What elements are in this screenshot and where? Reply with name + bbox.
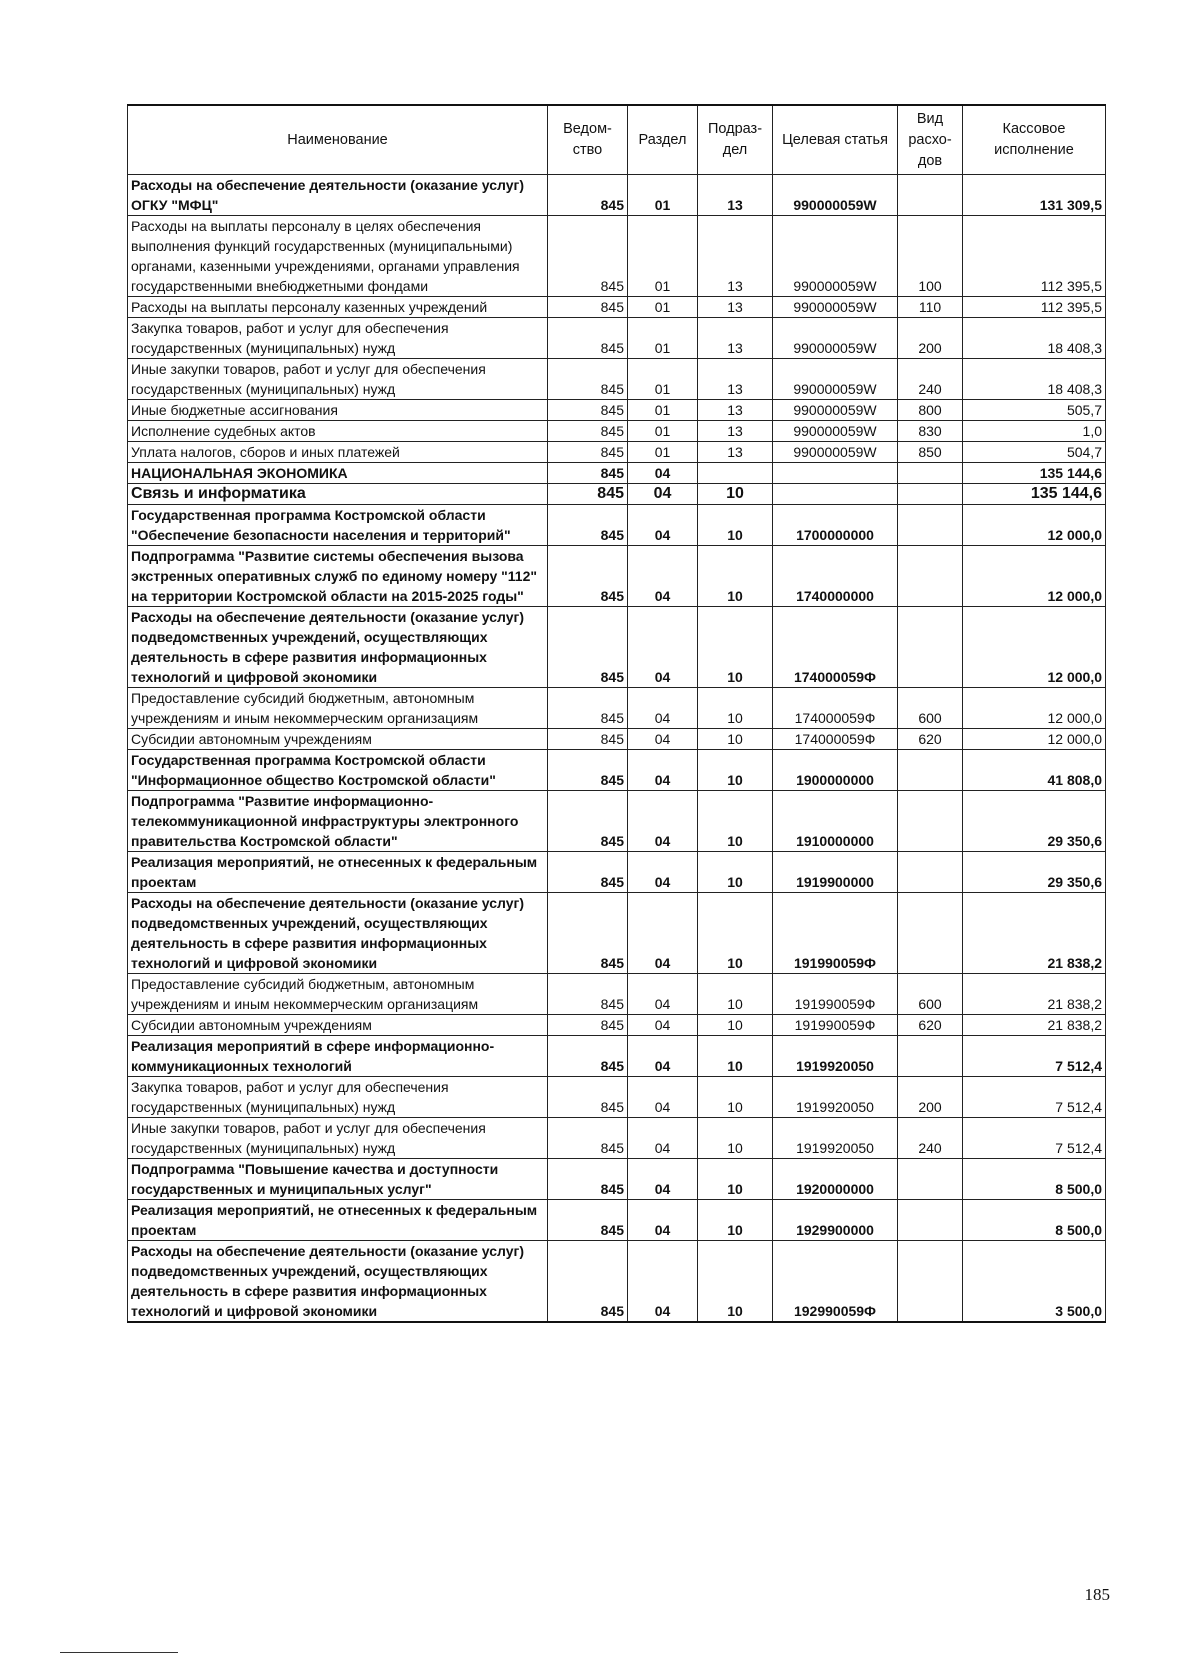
cell-name: Расходы на обеспечение деятельности (оказание услуг) ОГКУ "МФЦ" [128, 175, 548, 216]
cell-podrazdel [698, 463, 773, 484]
cell-vedom: 845 [548, 688, 628, 729]
cell-amount: 7 512,4 [963, 1036, 1106, 1077]
cell-podrazdel: 10 [698, 1200, 773, 1241]
cell-vid [898, 791, 963, 852]
cell-amount: 505,7 [963, 400, 1106, 421]
header-razdel: Раздел [628, 105, 698, 175]
cell-razdel: 04 [628, 1159, 698, 1200]
cell-podrazdel: 10 [698, 791, 773, 852]
cell-vedom: 845 [548, 1015, 628, 1036]
cell-vid: 600 [898, 688, 963, 729]
cell-name: Подпрограмма "Повышение качества и доступности государственных и муниципальных услуг" [128, 1159, 548, 1200]
cell-amount: 12 000,0 [963, 546, 1106, 607]
cell-vedom: 845 [548, 729, 628, 750]
header-vid: Вид расхо-дов [898, 105, 963, 175]
cell-vid [898, 852, 963, 893]
cell-celevaya: 990000059W [773, 297, 898, 318]
cell-podrazdel: 10 [698, 484, 773, 505]
cell-razdel: 04 [628, 505, 698, 546]
cell-name: Субсидии автономным учреждениям [128, 729, 548, 750]
cell-vedom: 845 [548, 400, 628, 421]
cell-vid [898, 893, 963, 974]
cell-celevaya: 1919920050 [773, 1036, 898, 1077]
cell-vid: 100 [898, 216, 963, 297]
cell-vid [898, 750, 963, 791]
table-row [128, 1015, 1106, 1036]
cell-vedom: 845 [548, 359, 628, 400]
cell-celevaya: 1929900000 [773, 1200, 898, 1241]
table-row [128, 893, 1106, 974]
cell-name: Субсидии автономным учреждениям [128, 1015, 548, 1036]
table-header-row [128, 105, 1106, 175]
cell-amount: 135 144,6 [963, 484, 1106, 505]
cell-celevaya: 174000059Ф [773, 688, 898, 729]
budget-table [127, 104, 1106, 1323]
cell-razdel: 04 [628, 607, 698, 688]
cell-celevaya: 990000059W [773, 359, 898, 400]
cell-vedom: 845 [548, 546, 628, 607]
cell-podrazdel: 10 [698, 1159, 773, 1200]
cell-razdel: 01 [628, 400, 698, 421]
cell-celevaya: 174000059Ф [773, 729, 898, 750]
cell-razdel: 04 [628, 1118, 698, 1159]
cell-vid [898, 463, 963, 484]
cell-name: Расходы на обеспечение деятельности (оказание услуг) подведомственных учреждений, осуществляющих деятельность в сфере развития информационных технологий и цифровой экономики [128, 607, 548, 688]
cell-podrazdel: 13 [698, 421, 773, 442]
cell-name: Расходы на обеспечение деятельности (оказание услуг) подведомственных учреждений, осуществляющих деятельность в сфере развития информационных технологий и цифровой экономики [128, 893, 548, 974]
cell-amount: 131 309,5 [963, 175, 1106, 216]
header-celevaya: Целевая статья [773, 105, 898, 175]
cell-vid [898, 607, 963, 688]
cell-celevaya: 1900000000 [773, 750, 898, 791]
table-row [128, 505, 1106, 546]
cell-vid [898, 505, 963, 546]
cell-vedom: 845 [548, 442, 628, 463]
table-row [128, 1036, 1106, 1077]
cell-name: Связь и информатика [128, 484, 548, 505]
cell-vid: 240 [898, 1118, 963, 1159]
table-row [128, 974, 1106, 1015]
cell-razdel: 04 [628, 1241, 698, 1323]
cell-vid: 200 [898, 1077, 963, 1118]
cell-razdel: 01 [628, 442, 698, 463]
cell-name: Предоставление субсидий бюджетным, автономным учреждениям и иным некоммерческим организациям [128, 974, 548, 1015]
cell-podrazdel: 13 [698, 318, 773, 359]
header-vedom: Ведом-ство [548, 105, 628, 175]
cell-vid: 620 [898, 729, 963, 750]
cell-name: Государственная программа Костромской области "Информационное общество Костромской области" [128, 750, 548, 791]
cell-vedom: 845 [548, 1200, 628, 1241]
cell-celevaya: 990000059W [773, 318, 898, 359]
cell-celevaya: 990000059W [773, 400, 898, 421]
cell-name: Государственная программа Костромской области "Обеспечение безопасности населения и территорий" [128, 505, 548, 546]
cell-podrazdel: 10 [698, 729, 773, 750]
header-kassovoe: Кассовое исполнение [963, 105, 1106, 175]
cell-amount: 21 838,2 [963, 1015, 1106, 1036]
table-row [128, 297, 1106, 318]
cell-vedom: 845 [548, 175, 628, 216]
cell-podrazdel: 10 [698, 750, 773, 791]
cell-celevaya: 990000059W [773, 175, 898, 216]
cell-vid: 600 [898, 974, 963, 1015]
cell-vid [898, 484, 963, 505]
table-row [128, 546, 1106, 607]
table-row [128, 1200, 1106, 1241]
cell-vedom: 845 [548, 216, 628, 297]
cell-podrazdel: 10 [698, 607, 773, 688]
cell-celevaya: 191990059Ф [773, 974, 898, 1015]
cell-name: Расходы на выплаты персоналу в целях обеспечения выполнения функций государственных (муниципальными) органами, казенными учреждениями, органами управления государственными внебюджетными фондами [128, 216, 548, 297]
cell-razdel: 04 [628, 1015, 698, 1036]
cell-razdel: 01 [628, 216, 698, 297]
table-row [128, 1118, 1106, 1159]
cell-vedom: 845 [548, 893, 628, 974]
cell-vedom: 845 [548, 974, 628, 1015]
table-row [128, 688, 1106, 729]
table-body [128, 175, 1106, 1323]
cell-name: Уплата налогов, сборов и иных платежей [128, 442, 548, 463]
cell-razdel: 04 [628, 750, 698, 791]
cell-amount: 3 500,0 [963, 1241, 1106, 1323]
cell-podrazdel: 13 [698, 442, 773, 463]
cell-vedom: 845 [548, 1036, 628, 1077]
table-row [128, 1077, 1106, 1118]
cell-name: Расходы на обеспечение деятельности (оказание услуг) подведомственных учреждений, осуществляющих деятельность в сфере развития информационных технологий и цифровой экономики [128, 1241, 548, 1323]
cell-podrazdel: 10 [698, 1015, 773, 1036]
cell-name: Предоставление субсидий бюджетным, автономным учреждениям и иным некоммерческим организациям [128, 688, 548, 729]
cell-amount: 41 808,0 [963, 750, 1106, 791]
cell-razdel: 04 [628, 852, 698, 893]
cell-podrazdel: 10 [698, 1118, 773, 1159]
cell-vedom: 845 [548, 1241, 628, 1323]
cell-razdel: 01 [628, 421, 698, 442]
cell-vedom: 845 [548, 607, 628, 688]
cell-vid: 830 [898, 421, 963, 442]
cell-vedom: 845 [548, 505, 628, 546]
footnote-divider [60, 1652, 178, 1653]
cell-razdel: 04 [628, 1036, 698, 1077]
cell-vedom: 845 [548, 1077, 628, 1118]
cell-vid [898, 1241, 963, 1323]
cell-name: НАЦИОНАЛЬНАЯ ЭКОНОМИКА [128, 463, 548, 484]
cell-celevaya: 191990059Ф [773, 893, 898, 974]
cell-name: Закупка товаров, работ и услуг для обеспечения государственных (муниципальных) нужд [128, 318, 548, 359]
cell-vid: 620 [898, 1015, 963, 1036]
cell-celevaya: 1700000000 [773, 505, 898, 546]
cell-name: Закупка товаров, работ и услуг для обеспечения государственных (муниципальных) нужд [128, 1077, 548, 1118]
cell-celevaya: 1920000000 [773, 1159, 898, 1200]
cell-razdel: 04 [628, 463, 698, 484]
table-row [128, 463, 1106, 484]
table-row [128, 607, 1106, 688]
table-row [128, 359, 1106, 400]
cell-vid [898, 175, 963, 216]
cell-celevaya: 990000059W [773, 442, 898, 463]
cell-amount: 504,7 [963, 442, 1106, 463]
cell-name: Иные закупки товаров, работ и услуг для обеспечения государственных (муниципальных) нужд [128, 359, 548, 400]
cell-podrazdel: 10 [698, 852, 773, 893]
cell-podrazdel: 13 [698, 175, 773, 216]
cell-celevaya [773, 484, 898, 505]
cell-razdel: 04 [628, 791, 698, 852]
cell-razdel: 01 [628, 359, 698, 400]
cell-razdel: 04 [628, 729, 698, 750]
header-podrazdel: Подраз-дел [698, 105, 773, 175]
cell-celevaya: 174000059Ф [773, 607, 898, 688]
cell-vid: 240 [898, 359, 963, 400]
cell-amount: 8 500,0 [963, 1200, 1106, 1241]
cell-podrazdel: 10 [698, 893, 773, 974]
cell-amount: 29 350,6 [963, 791, 1106, 852]
table-row [128, 852, 1106, 893]
cell-amount: 7 512,4 [963, 1118, 1106, 1159]
cell-razdel: 04 [628, 484, 698, 505]
cell-amount: 112 395,5 [963, 216, 1106, 297]
cell-celevaya: 990000059W [773, 216, 898, 297]
cell-celevaya: 1910000000 [773, 791, 898, 852]
cell-celevaya: 192990059Ф [773, 1241, 898, 1323]
cell-amount: 135 144,6 [963, 463, 1106, 484]
cell-podrazdel: 13 [698, 216, 773, 297]
cell-name: Иные бюджетные ассигнования [128, 400, 548, 421]
table-row [128, 750, 1106, 791]
header-name: Наименование [128, 105, 548, 175]
cell-podrazdel: 10 [698, 505, 773, 546]
cell-razdel: 04 [628, 1200, 698, 1241]
cell-podrazdel: 13 [698, 297, 773, 318]
cell-vid [898, 1159, 963, 1200]
cell-name: Подпрограмма "Развитие системы обеспечения вызова экстренных оперативных служб по единому номеру "112" на территории Костромской области на 2015-2025 годы" [128, 546, 548, 607]
table-row [128, 1241, 1106, 1323]
cell-amount: 8 500,0 [963, 1159, 1106, 1200]
cell-amount: 7 512,4 [963, 1077, 1106, 1118]
cell-celevaya: 1919900000 [773, 852, 898, 893]
cell-celevaya: 990000059W [773, 421, 898, 442]
cell-vedom: 845 [548, 421, 628, 442]
cell-vid [898, 1036, 963, 1077]
cell-vid: 850 [898, 442, 963, 463]
cell-celevaya: 1740000000 [773, 546, 898, 607]
cell-name: Расходы на выплаты персоналу казенных учреждений [128, 297, 548, 318]
cell-vedom: 845 [548, 463, 628, 484]
cell-amount: 12 000,0 [963, 505, 1106, 546]
cell-vedom: 845 [548, 1159, 628, 1200]
cell-celevaya: 1919920050 [773, 1077, 898, 1118]
cell-celevaya [773, 463, 898, 484]
cell-razdel: 01 [628, 318, 698, 359]
cell-razdel: 04 [628, 1077, 698, 1118]
cell-vid: 800 [898, 400, 963, 421]
cell-vedom: 845 [548, 750, 628, 791]
table-row [128, 791, 1106, 852]
cell-name: Иные закупки товаров, работ и услуг для обеспечения государственных (муниципальных) нужд [128, 1118, 548, 1159]
cell-amount: 18 408,3 [963, 318, 1106, 359]
table-row [128, 216, 1106, 297]
cell-name: Исполнение судебных актов [128, 421, 548, 442]
cell-name: Реализация мероприятий, не отнесенных к федеральным проектам [128, 1200, 548, 1241]
cell-vedom: 845 [548, 1118, 628, 1159]
cell-razdel: 01 [628, 175, 698, 216]
cell-vedom: 845 [548, 318, 628, 359]
cell-amount: 21 838,2 [963, 893, 1106, 974]
cell-podrazdel: 10 [698, 1036, 773, 1077]
cell-name: Подпрограмма "Развитие информационно-телекоммуникационной инфраструктуры электронного правительства Костромской области" [128, 791, 548, 852]
cell-amount: 12 000,0 [963, 688, 1106, 729]
cell-amount: 12 000,0 [963, 729, 1106, 750]
cell-vedom: 845 [548, 791, 628, 852]
table-row [128, 175, 1106, 216]
cell-razdel: 04 [628, 688, 698, 729]
cell-podrazdel: 10 [698, 1241, 773, 1323]
table-row [128, 729, 1106, 750]
cell-razdel: 04 [628, 974, 698, 1015]
cell-vid: 110 [898, 297, 963, 318]
cell-amount: 21 838,2 [963, 974, 1106, 1015]
cell-razdel: 04 [628, 893, 698, 974]
cell-podrazdel: 10 [698, 1077, 773, 1118]
table-row [128, 400, 1106, 421]
cell-amount: 12 000,0 [963, 607, 1106, 688]
cell-vid: 200 [898, 318, 963, 359]
cell-celevaya: 1919920050 [773, 1118, 898, 1159]
cell-amount: 29 350,6 [963, 852, 1106, 893]
cell-amount: 112 395,5 [963, 297, 1106, 318]
cell-vedom: 845 [548, 852, 628, 893]
cell-vid [898, 1200, 963, 1241]
cell-podrazdel: 10 [698, 974, 773, 1015]
cell-amount: 18 408,3 [963, 359, 1106, 400]
table-row [128, 318, 1106, 359]
table-row [128, 421, 1106, 442]
cell-razdel: 01 [628, 297, 698, 318]
cell-podrazdel: 13 [698, 400, 773, 421]
cell-vedom: 845 [548, 297, 628, 318]
cell-podrazdel: 13 [698, 359, 773, 400]
cell-razdel: 04 [628, 546, 698, 607]
cell-name: Реализация мероприятий в сфере информационно-коммуникационных технологий [128, 1036, 548, 1077]
cell-vedom: 845 [548, 484, 628, 505]
page-number: 185 [1084, 1585, 1110, 1604]
cell-podrazdel: 10 [698, 688, 773, 729]
cell-podrazdel: 10 [698, 546, 773, 607]
cell-name: Реализация мероприятий, не отнесенных к федеральным проектам [128, 852, 548, 893]
cell-amount: 1,0 [963, 421, 1106, 442]
table-row [128, 484, 1106, 505]
cell-vid [898, 546, 963, 607]
cell-celevaya: 191990059Ф [773, 1015, 898, 1036]
table-row [128, 1159, 1106, 1200]
table-row [128, 442, 1106, 463]
